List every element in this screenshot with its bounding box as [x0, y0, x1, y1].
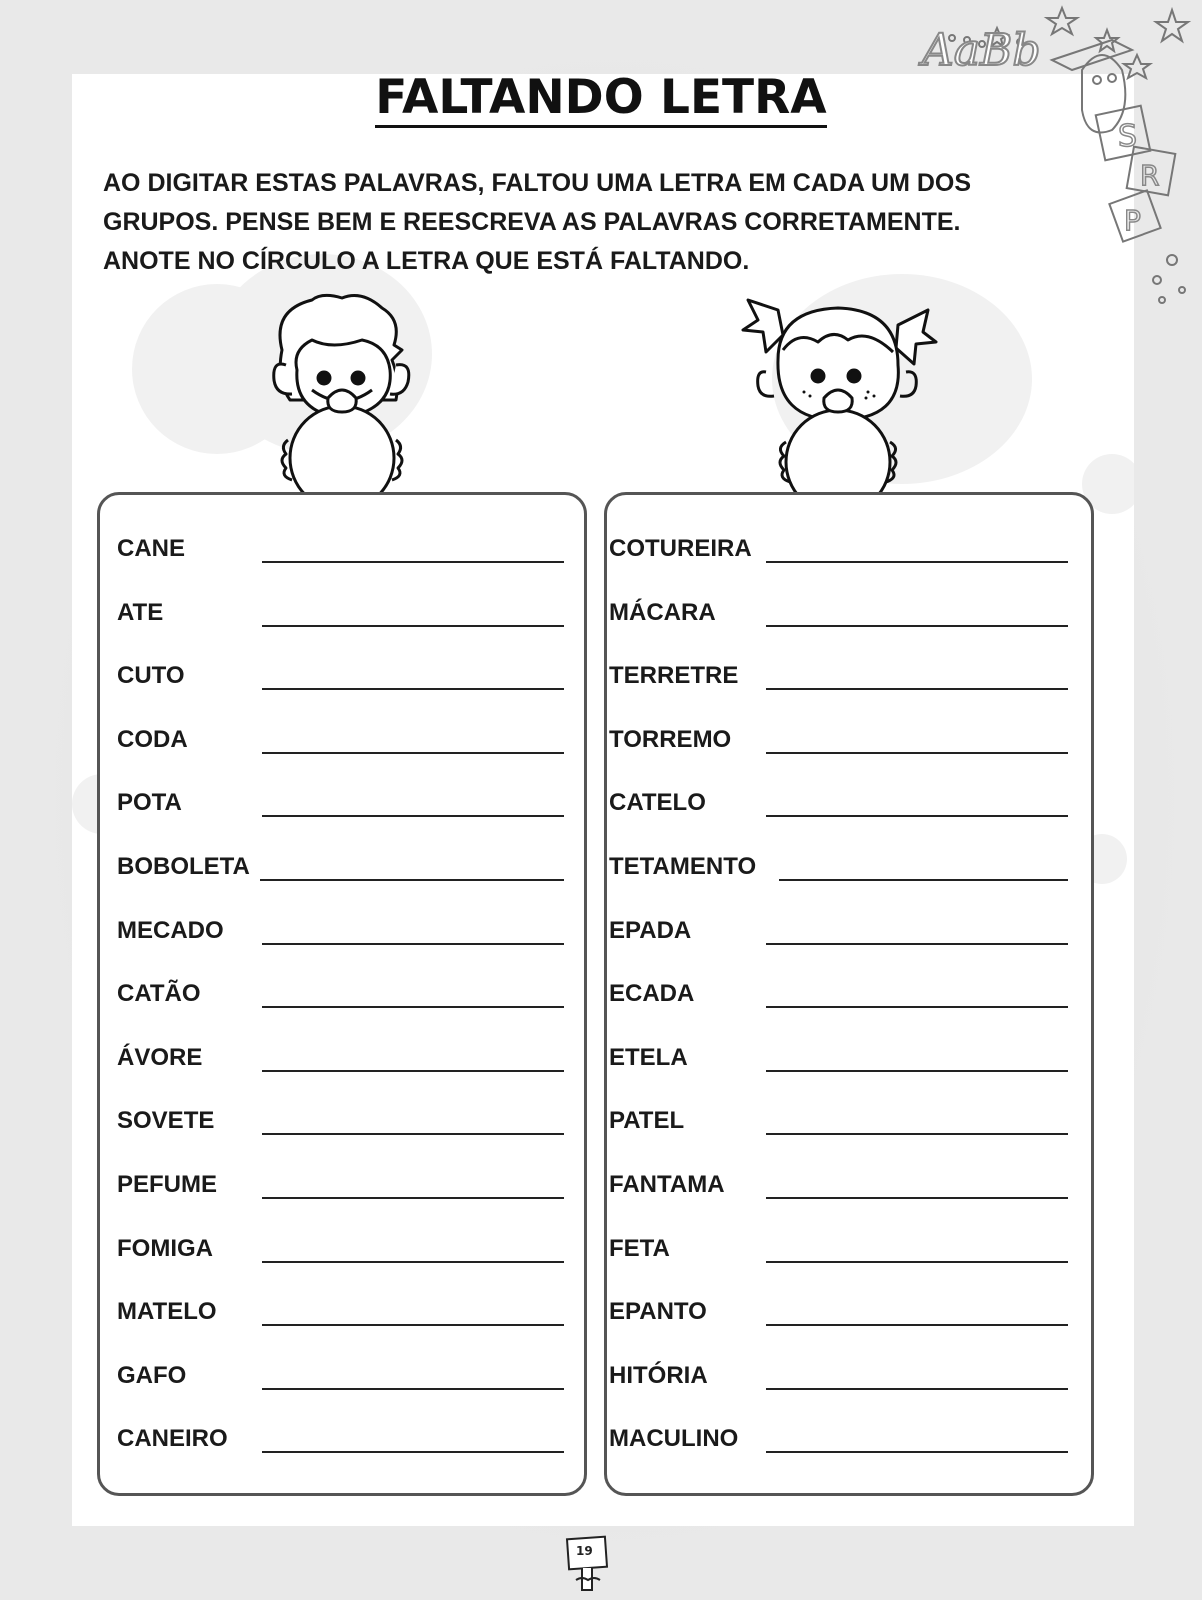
answer-line[interactable] — [766, 815, 1068, 817]
word-row — [609, 661, 1068, 701]
missing-letter-word: TERRETRE — [609, 661, 744, 691]
word-row — [609, 916, 1068, 956]
word-row — [117, 852, 564, 892]
missing-letter-word: CANEIRO — [117, 1424, 234, 1454]
instructions — [103, 164, 1103, 281]
missing-letter-word: ETELA — [609, 1043, 694, 1073]
word-row — [609, 1297, 1068, 1337]
word-row — [609, 1234, 1068, 1274]
answer-line[interactable] — [262, 688, 564, 690]
missing-letter-word: EPANTO — [609, 1297, 713, 1327]
decoration-letters: AaBb — [922, 25, 1041, 76]
missing-letter-word: TORREMO — [609, 725, 737, 755]
answer-line[interactable] — [766, 1133, 1068, 1135]
word-row — [117, 661, 564, 701]
missing-letter-word: MECADO — [117, 916, 230, 946]
word-row — [117, 1297, 564, 1337]
missing-letter-word: POTA — [117, 788, 188, 818]
instruction-line: ANOTE NO CÍRCULO A LETRA QUE ESTÁ FALTANDO. — [103, 247, 750, 275]
missing-letter-word: FANTAMA — [609, 1170, 731, 1200]
instruction-line: AO DIGITAR ESTAS PALAVRAS, FALTOU UMA LETRA EM CADA UM DOS — [103, 169, 972, 197]
word-row — [117, 1234, 564, 1274]
answer-line[interactable] — [262, 1261, 564, 1263]
answer-line[interactable] — [766, 561, 1068, 563]
missing-letter-word: MATELO — [117, 1297, 223, 1327]
word-row — [117, 725, 564, 765]
answer-line[interactable] — [766, 1388, 1068, 1390]
boy-with-bubble-icon — [262, 290, 422, 510]
word-row — [609, 1170, 1068, 1210]
missing-letter-word: ECADA — [609, 979, 700, 1009]
missing-letter-word: MÁCARA — [609, 598, 722, 628]
word-row — [117, 916, 564, 956]
page-title: FALTANDO LETRA — [0, 70, 1202, 125]
missing-letter-word: GAFO — [117, 1361, 192, 1391]
svg-text:S: S — [1118, 119, 1138, 154]
word-row — [609, 1106, 1068, 1146]
answer-line[interactable] — [766, 1451, 1068, 1453]
answer-line[interactable] — [766, 943, 1068, 945]
answer-line[interactable] — [262, 752, 564, 754]
missing-letter-word: HITÓRIA — [609, 1361, 714, 1391]
word-row — [117, 1106, 564, 1146]
answer-line[interactable] — [262, 625, 564, 627]
answer-line[interactable] — [262, 1324, 564, 1326]
answer-line[interactable] — [262, 943, 564, 945]
answer-line[interactable] — [262, 1070, 564, 1072]
missing-letter-word: PATEL — [609, 1106, 690, 1136]
missing-letter-word: CUTO — [117, 661, 191, 691]
answer-line[interactable] — [766, 625, 1068, 627]
missing-letter-word: FETA — [609, 1234, 676, 1264]
missing-letter-word: FOMIGA — [117, 1234, 219, 1264]
answer-line[interactable] — [262, 1388, 564, 1390]
word-row — [609, 1043, 1068, 1083]
answer-line[interactable] — [766, 752, 1068, 754]
missing-letter-word: BOBOLETA — [117, 852, 256, 882]
answer-line[interactable] — [262, 561, 564, 563]
missing-letter-word: COTUREIRA — [609, 534, 758, 564]
missing-letter-word: ATE — [117, 598, 169, 628]
word-row — [117, 788, 564, 828]
word-row — [117, 534, 564, 574]
word-row — [609, 598, 1068, 638]
instruction-line: GRUPOS. PENSE BEM E REESCREVA AS PALAVRAS CORRETAMENTE. — [103, 208, 961, 236]
missing-letter-word: TETAMENTO — [609, 852, 762, 882]
answer-line[interactable] — [766, 1324, 1068, 1326]
word-row — [117, 979, 564, 1019]
word-row — [117, 598, 564, 638]
answer-line[interactable] — [766, 688, 1068, 690]
missing-letter-word: ÁVORE — [117, 1043, 208, 1073]
answer-line[interactable] — [262, 1451, 564, 1453]
word-row — [609, 788, 1068, 828]
missing-letter-word: CODA — [117, 725, 194, 755]
girl-with-bubble-icon — [738, 280, 938, 510]
word-row — [609, 725, 1068, 765]
answer-line[interactable] — [262, 1006, 564, 1008]
word-row — [609, 1361, 1068, 1401]
answer-line[interactable] — [260, 879, 564, 881]
word-row — [609, 852, 1068, 892]
missing-letter-word: CANE — [117, 534, 191, 564]
word-row — [609, 534, 1068, 574]
missing-letter-word: SOVETE — [117, 1106, 220, 1136]
missing-letter-word: CATÃO — [117, 979, 207, 1009]
svg-text:P: P — [1124, 204, 1141, 237]
word-row — [609, 1424, 1068, 1464]
missing-letter-word: EPADA — [609, 916, 697, 946]
answer-line[interactable] — [766, 1006, 1068, 1008]
answer-line[interactable] — [262, 1197, 564, 1199]
answer-line[interactable] — [766, 1070, 1068, 1072]
word-row — [117, 1361, 564, 1401]
word-row — [117, 1170, 564, 1210]
answer-line[interactable] — [766, 1197, 1068, 1199]
page-number: 19 — [576, 1544, 593, 1558]
svg-text:R: R — [1140, 159, 1160, 192]
missing-letter-word: PEFUME — [117, 1170, 223, 1200]
word-row — [117, 1424, 564, 1464]
answer-line[interactable] — [262, 815, 564, 817]
word-row — [609, 979, 1068, 1019]
missing-letter-word: CATELO — [609, 788, 712, 818]
answer-line[interactable] — [779, 879, 1068, 881]
answer-line[interactable] — [262, 1133, 564, 1135]
missing-letter-word: MACULINO — [609, 1424, 744, 1454]
answer-line[interactable] — [766, 1261, 1068, 1263]
word-row — [117, 1043, 564, 1083]
page-number-sign — [562, 1534, 612, 1594]
